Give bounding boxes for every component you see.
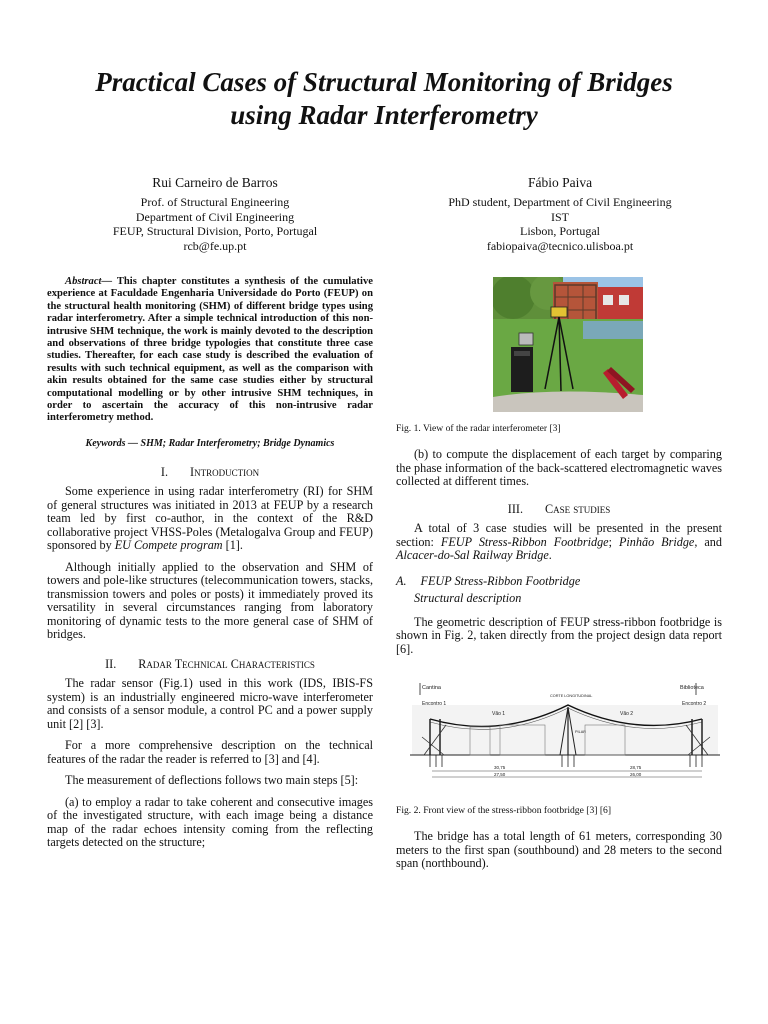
title-line-1: Practical Cases of Structural Monitoring of Bridges bbox=[95, 67, 673, 97]
radar-interferometer-photo bbox=[493, 277, 643, 412]
subsection-letter: A. bbox=[396, 573, 407, 588]
section-number: III. bbox=[507, 501, 524, 516]
footbridge-paragraph-2: The bridge has a total length of 61 meters, corresponding 30 meters to the first span (southbound) and 28 meters to the second span (northbound). bbox=[396, 829, 722, 870]
cases-text: . bbox=[548, 548, 552, 562]
author-affiliation: PhD student, Department of Civil Engineering bbox=[448, 195, 672, 210]
author-email: fabiopaiva@tecnico.ulisboa.pt bbox=[486, 238, 634, 253]
intro-text: Some experience in using radar interferometry (RI) for SHM of general structures was initiated in 2013 at FEUP by a research team led by first co-author, in the context of the R&D collaborative project VHSS-Poles (Metalogalva Group and FEUP) sponsored by bbox=[47, 484, 373, 553]
emphasis: EU Compete program bbox=[114, 538, 223, 553]
footbridge-drawing bbox=[410, 675, 720, 780]
intro-paragraph-1 bbox=[47, 485, 373, 553]
drawing-dimension: 30,75 bbox=[494, 765, 506, 770]
section-heading-case-studies bbox=[396, 503, 722, 517]
emphasis: Alcacer-do-Sal Railway Bridge bbox=[396, 548, 549, 562]
drawing-label-vao1: Vão 1 bbox=[492, 711, 506, 717]
section-title: Case studies bbox=[545, 501, 611, 516]
right-column-bottom bbox=[396, 805, 722, 879]
author-affiliation: IST bbox=[551, 209, 569, 224]
section-number: II. bbox=[105, 656, 117, 671]
emphasis: FEUP Stress-Ribbon Footbridge bbox=[440, 534, 609, 549]
section-number: I. bbox=[160, 464, 169, 479]
author-affiliation: Department of Civil Engineering bbox=[135, 209, 295, 224]
footbridge-paragraph-1: The geometric description of FEUP stress-ribbon footbridge is shown in Fig. 2, taken directly from the project design data report [6]. bbox=[396, 614, 722, 656]
author-affiliation: FEUP, Structural Division, Porto, Portugal bbox=[112, 224, 318, 239]
drawing-dimension: 26,00 bbox=[630, 772, 642, 777]
radar-paragraph-4: (a) to employ a radar to take coherent and consecutive images of the investigated structure, with each image being a distance map of the radar echoes intensity coming from the reflecting targets detected on the structure; bbox=[47, 794, 373, 850]
section-heading-radar bbox=[47, 658, 373, 672]
left-column bbox=[47, 276, 373, 858]
author-block-1 bbox=[60, 176, 370, 253]
author-block-2 bbox=[395, 176, 725, 253]
cases-text: A total of 3 case studies will be presented in the present section: bbox=[396, 521, 722, 549]
radar-paragraph-2: For a more comprehensive description on the technical features of the radar the reader is referred to [3] and [4]. bbox=[47, 738, 373, 766]
drawing-label-vao2: Vão 2 bbox=[620, 711, 634, 717]
author-email: rcb@fe.up.pt bbox=[183, 238, 247, 253]
paper-title bbox=[40, 66, 728, 132]
abstract-text: This chapter constitutes a synthesis of the cumulative experience at Faculdade Engenharia Universidade do Porto (FEUP) on the structural health monitoring (SHM) of different bridge types using radar interferometry. After a simple technical introduction of this non-intrusive SHM technique, the work is mainly devoted to the description and observations of three bridge typologies that constitute three case studies. Thereafter, for each case study is described the evaluation of results with such technical equipment, as well as the comparison with akin results obtained for the same case studies either by structural computational modelling or by other intrusive SHM techniques, in order to ascertain the accuracy of this non-intrusive radar interferometry method. bbox=[47, 276, 373, 424]
drawing-dimension: 27,50 bbox=[494, 772, 506, 777]
author-affiliation: Prof. of Structural Engineering bbox=[140, 195, 290, 210]
cases-text: ; bbox=[608, 534, 619, 549]
stress-ribbon-elevation-drawing bbox=[410, 675, 720, 780]
subsection-title: FEUP Stress-Ribbon Footbridge bbox=[420, 573, 581, 588]
section-title: Introduction bbox=[190, 464, 260, 479]
drawing-label-right: Biblioteca bbox=[680, 685, 704, 691]
radar-paragraph-3: The measurement of deflections follows two main steps [5]: bbox=[65, 773, 359, 788]
section-title: Radar Technical Characteristics bbox=[138, 656, 315, 671]
right-column bbox=[396, 423, 722, 664]
author-name: Fábio Paiva bbox=[527, 175, 593, 190]
figure-1-caption: Fig. 1. View of the radar interferometer [3] bbox=[396, 423, 561, 434]
intro-text: [1]. bbox=[222, 538, 243, 553]
abstract-lead: Abstract— bbox=[65, 276, 113, 287]
keywords: Keywords — SHM; Radar Interferometry; Bridge Dynamics bbox=[85, 437, 335, 449]
cases-text: , and bbox=[694, 534, 722, 549]
subsubsection-heading: Structural description bbox=[414, 591, 522, 605]
abstract bbox=[47, 276, 373, 425]
drawing-label-pilar: PILAR bbox=[575, 730, 586, 734]
title-line-2: using Radar Interferometry bbox=[230, 100, 538, 130]
radar-paragraph-5: (b) to compute the displacement of each target by comparing the phase information of the back-scattered electromagnetic waves collected at different times. bbox=[396, 447, 722, 488]
emphasis: Pinhão Bridge bbox=[618, 534, 695, 549]
author-name: Rui Carneiro de Barros bbox=[152, 175, 278, 190]
intro-paragraph-2: Although initially applied to the observation and SHM of towers and pole-like structures (telecommunication towers, stacks, transmission towers and poles or posts) it immediately proved its versatility in several circumstances ranging from laboratory monitoring of dynamic tests to the more general case of SHM of bridges. bbox=[47, 559, 373, 642]
drawing-label-enc2: Encontro 2 bbox=[682, 701, 707, 707]
drawing-label-corte: CORTE LONGITUDINAL bbox=[550, 694, 593, 698]
drawing-label-left: Cantina bbox=[422, 685, 441, 691]
drawing-dimension: 28,75 bbox=[630, 765, 642, 770]
subsection-heading-a bbox=[396, 575, 722, 589]
section-heading-introduction bbox=[47, 466, 373, 480]
cases-paragraph-1 bbox=[396, 522, 722, 563]
drawing-label-enc1: Encontro 1 bbox=[422, 701, 447, 707]
author-affiliation: Lisbon, Portugal bbox=[520, 224, 600, 239]
radar-paragraph-1: The radar sensor (Fig.1) used in this work (IDS, IBIS-FS system) is an industrially engineered micro-wave interferometer and consists of a sensor module, a control PC and a power supply unit [2] [3]. bbox=[47, 676, 373, 731]
radar-photo-illustration bbox=[493, 277, 643, 412]
figure-2-caption: Fig. 2. Front view of the stress-ribbon footbridge [3] [6] bbox=[396, 805, 612, 816]
